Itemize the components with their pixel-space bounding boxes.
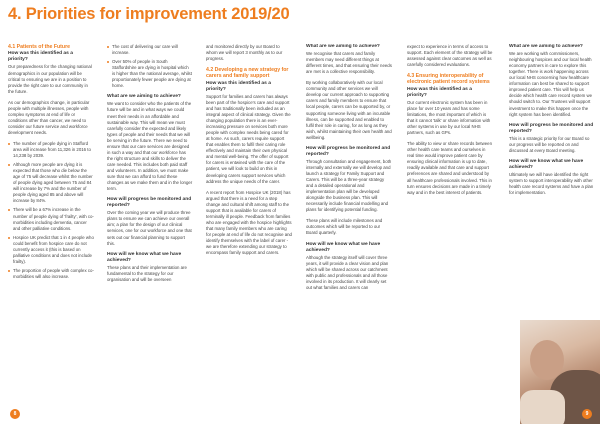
paragraph: Support for families and carers has always been part of the hospice's care and support and has traditionally been included as an integral aspect of clinical strategy. Given the changing population there is an ever-increasing pressure on services both more people with complex needs being cared for at home. As such, carers require support that enables them to fulfil their caring role effectively and maintain their own physical and mental well-being. The offer of support for carers is entwined with the care of the patient, we will look to build on this in developing carers support services which address the unique needs of the carer. — [206, 93, 291, 184]
list-item: Although more people are dying it is expected that those who die below the age of 75 will decrease whilst the number of people dying aged between 75 and 84 will increase by 7% and the number of people dying aged 85 and above will increase by 84%. — [8, 162, 94, 204]
paragraph: We recognise that carers and family members may need different things at different times, and that ensuring their needs are met is a collective responsibility. — [306, 51, 392, 75]
paragraph: We want to consider who the patients of the future will be and in what ways we could meet their needs in an affordable and sustainable way. This will mean we must carefully consider the expected and likely types of people and their needs that we will be serving in the future. There we need to ensure that our care services are designed in such a way and that our workforce has the right structure and skills to deliver the care needed. This includes both paid staff and volunteers. In addition, we must make sure that we can afford to fund these changes as we make them and in the longer term. — [107, 101, 193, 192]
paragraph: These plans and their implementation are fundamental to the strategy for our organisation and will be overseen — [107, 264, 187, 282]
paragraph: Ultimately we will have identified the right system to support interoperability with other health care record systems and have a plan for implementation. — [509, 172, 594, 196]
bullet-list — [107, 44, 193, 89]
question-heading: How will progress be monitored and reported? — [306, 145, 391, 157]
list-item: Hospice UK predict that 1 in 4 people who could benefit from hospice care do not currently access it (this is based on palliative conditions and does not include frailty). — [8, 235, 94, 265]
question-heading: How will we know what we have achieved? — [306, 241, 381, 253]
section-heading-4-2: 4.2 Developing a new strategy for carers and family support — [206, 67, 289, 80]
paragraph: This is a strategic priority for our Board so our progress will be reported on and discussed at every Board meeting. — [509, 135, 590, 153]
paragraph: Over the coming year we will produce three plans to ensure we can achieve our overall aim; a plan for the design of our clinical services, one for our workforce and one that sets out our financial planning to support this. — [107, 210, 192, 246]
paragraph: The ability to view or share records between other health care teams and ourselves in real time would improve patient care by ensuring clinical information is up to date, readily available and that care and support preferences are shared and understood by all healthcare professionals involved. This in turn ensures decisions are made in a timely way and in the best interest of patients. — [407, 141, 492, 195]
question-heading: What are we aiming to achieve? — [107, 94, 181, 100]
paragraph: As our demographics change, in particular people with multiple illnesses, people with complex symptoms at end of life or conditions other than cancer, we need to consider our future service and workforce development needs. — [8, 99, 90, 135]
question-heading: How will progress be monitored and reported? — [107, 197, 192, 209]
paragraph: Our preparedness for the changing national demographics in our population will be critical to ensuring we are in a position to provide the right care to our community in the future. — [8, 64, 92, 94]
photo-figure — [520, 390, 565, 424]
paragraph: By working collaboratively with our local community and other services we will develop our current approach to supporting carers and family members to ensure that local people, carers can be supported by, or supporting someone living with an incurable illness, can be supported and enabled to fulfil their role in caring, for as long as they wish, whilst maintaining their own health and wellbeing. — [306, 80, 392, 140]
section-heading-4-1: 4.1 Patients of the Future — [8, 44, 70, 50]
list-item: Over 50% of people in South Staffordshire are dying in hospital which is higher than the national average, whilst proportionately fewer people are dying at home. — [107, 59, 193, 89]
section-heading-4-3: 4.3 Ensuring interoperability of electronic patient record systems — [407, 73, 490, 86]
list-item: The cost of delivering our care will increase. — [107, 44, 193, 56]
page-number-right: 9 — [582, 409, 592, 419]
question-heading: How will we know what we have achieved? — [509, 158, 584, 171]
column-2 — [107, 44, 193, 412]
list-item: The number of people dying in Stafford area will increase from 11,326 in 2016 to 14,238 by 2039. — [8, 141, 94, 159]
page-title: 4. Priorities for improvement 2019/20 — [8, 5, 290, 23]
column-5 — [407, 44, 493, 412]
column-6 — [509, 44, 595, 316]
question-heading: How will progress be monitored and reported? — [509, 122, 594, 134]
paragraph: A recent report from Hospice UK (2018) has argued that there is a need for a step change and cultural shift among staff to the support that is available for carers of terminally ill people. Feedback from families who are engaged with the hospice highlights that many family members who are caring for people at end of life do not recognise and identify themselves with the label of carer - we are therefore extending our strategy to encompass family support and carers. — [206, 189, 292, 256]
paragraph: expect to experience in terms of access to support. Each element of the strategy will be assessed against clear outcomes as well as carefully considered evaluations. — [407, 44, 493, 68]
question-heading: How was this identified as a priority? — [206, 80, 271, 92]
question-heading: How will we know what we have achieved? — [107, 251, 182, 263]
column-4 — [306, 44, 392, 412]
paragraph: We are working with commissioners, neighbouring hospices and our local health economy partners in care to explore this together. There is work happening across our local NHS concerning how healthcare information can best be shared to support improved patient care. This will help us decide which health care record system we should switch to. Our Trustees will support investment to make this happen once the right system has been identified. — [509, 51, 593, 117]
column-1 — [8, 44, 94, 412]
question-heading: What are we aiming to achieve? — [509, 44, 583, 49]
paragraph: These plans will include milestones and outcomes which will be reported to our Board quarterly. — [306, 218, 383, 236]
list-item: There will be a 67% increase in the number of people dying of 'frailty', with co-morbidities including dementia, cancer and other palliative conditions. — [8, 207, 94, 231]
paragraph: Through consultation and engagement, both internally and externally we will develop and launch a strategy for Family Support and Carers. This will be a three-year strategy and a detailed operational and implementation plan will be developed alongside the business plan. This will necessarily include financial modelling and plans for identifying potential funding. — [306, 158, 392, 213]
bullet-list — [8, 141, 94, 280]
column-3 — [206, 44, 292, 412]
page-number-left: 8 — [10, 409, 20, 419]
question-heading: How was this identified as a priority? — [407, 86, 472, 98]
paragraph: Although the strategy itself will cover three years, it will provide a clear vision and plan which will be shared across our catchment with public and professionals and all those involved in its production. It will clearly set out what families and carers can — [306, 254, 389, 290]
question-heading: What are we aiming to achieve? — [306, 44, 380, 49]
list-item: The proportion of people with complex co-morbidities will also increase. — [8, 268, 94, 280]
paragraph: and monitored directly by our Board to whom we will report 3 monthly as to our progress. — [206, 44, 283, 62]
paragraph: Our current electronic system has been in place for over 10 years and has some limitations, the most important of which is that it cannot 'talk' or share information with other systems in use by our local NHS partners, such as GPs. — [407, 99, 491, 136]
question-heading: How was this identified as a priority? — [8, 51, 73, 63]
